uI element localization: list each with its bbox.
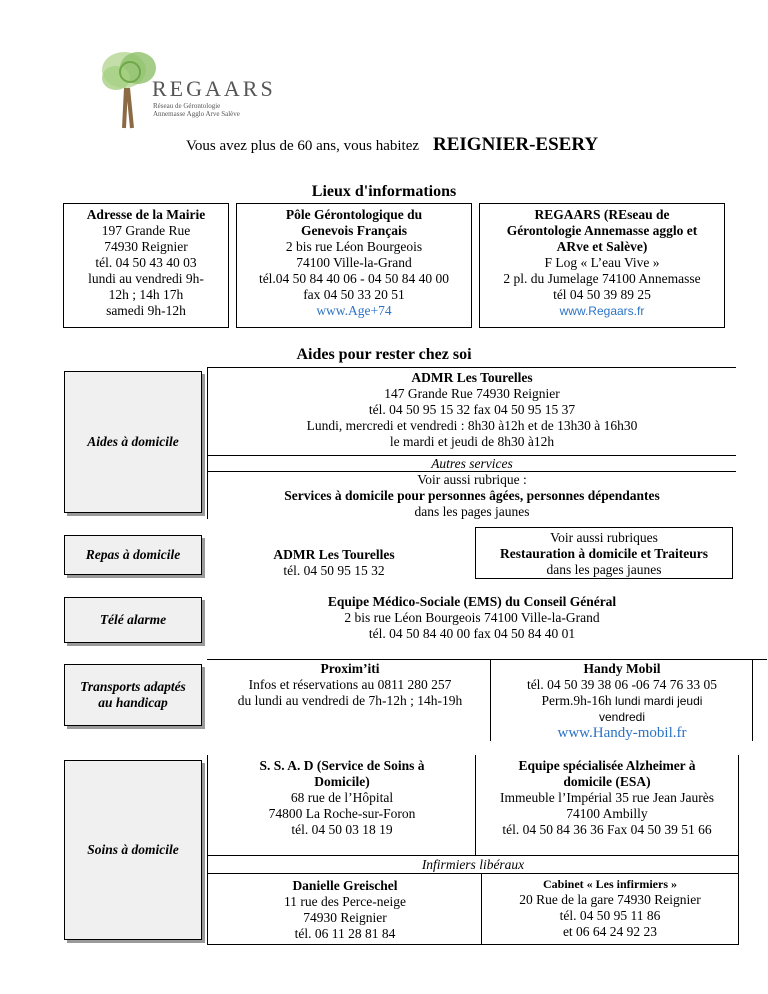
- mairie-line: 197 Grande Rue: [101, 223, 191, 238]
- aides-domicile-label: Aides à domicile: [64, 371, 202, 513]
- pole-line: 74100 Ville-la-Grand: [296, 255, 412, 270]
- aides-title: Aides pour rester chez soi: [296, 346, 472, 363]
- esa-info: [478, 758, 736, 838]
- autres-label: Autres services: [431, 456, 513, 471]
- ssad-line: 68 rue de l’Hôpital: [290, 790, 394, 805]
- transports-label-l2: au handicap: [98, 695, 168, 710]
- pole-title: Genevois Français: [300, 223, 408, 238]
- cabinet-info: [484, 876, 736, 940]
- infirmiers-title: [210, 857, 736, 873]
- pole-line: 2 bis rue Léon Bourgeois: [285, 239, 423, 254]
- esa-line: Immeuble l’Impérial 35 rue Jean Jaurès: [499, 790, 715, 805]
- admr-line: Lundi, mercredi et vendredi : 8h30 à12h et de 13h30 à 16h30: [306, 418, 638, 433]
- mairie-line: 74930 Reignier: [104, 239, 188, 254]
- handy-line: tél. 04 50 39 38 06 -06 74 76 33 05: [526, 677, 718, 692]
- regaars-title: Gérontologie Annemasse agglo et: [506, 223, 698, 238]
- soins-label: Soins à domicile: [64, 760, 202, 940]
- infirmiers-label: Infirmiers libéraux: [421, 857, 525, 872]
- pole-line: fax 04 50 33 20 51: [303, 287, 405, 302]
- regaars-logo: [96, 46, 276, 136]
- cabinet-line: 20 Rue de la gare 74930 Reignier: [519, 892, 701, 907]
- ssad-info: [212, 758, 472, 838]
- logo-name: REGAARS: [152, 76, 276, 101]
- mairie-line: lundi au vendredi 9h-: [88, 271, 204, 286]
- pole-title: Pôle Gérontologique du: [285, 207, 423, 222]
- handy-days2: vendredi: [598, 710, 646, 724]
- esa-title: Equipe spécialisée Alzheimer à: [518, 758, 696, 773]
- regaars-title: REGAARS (REseau de: [534, 207, 670, 222]
- greischel-name: Danielle Greischel: [292, 878, 398, 893]
- logo-sub2: Annemasse Agglo Arve Salève: [153, 110, 240, 118]
- admr-line: 147 Grande Rue 74930 Reignier: [384, 386, 560, 401]
- tele-alarme-label: Télé alarme: [64, 597, 202, 643]
- repas-admr-tel: tél. 04 50 95 15 32: [283, 563, 385, 578]
- ems-line: 2 bis rue Léon Bourgeois 74100 Ville-la-Grand: [344, 610, 600, 625]
- handy-info: [494, 661, 750, 741]
- handy-line: Perm.9h-16h: [541, 693, 612, 708]
- ems-line: tél. 04 50 84 40 00 fax 04 50 84 40 01: [368, 626, 576, 641]
- repas-label: Repas à domicile: [64, 535, 202, 575]
- handy-days: lundi mardi jeudi: [615, 694, 703, 708]
- transports-label: [64, 664, 202, 726]
- intro-text: Vous avez plus de 60 ans, vous habitez: [186, 138, 420, 154]
- lieux-title: Lieux d'informations: [311, 183, 457, 200]
- services-line: Services à domicile pour personnes âgées, personnes dépendantes: [284, 488, 660, 503]
- town-name: REIGNIER-ESERY: [433, 134, 599, 155]
- ems-info: [210, 594, 734, 642]
- proxim-line: Infos et réservations au 0811 280 257: [248, 677, 452, 692]
- ssad-line: 74800 La Roche-sur-Foron: [268, 806, 416, 821]
- transports-label-l1: Transports adaptés: [80, 679, 186, 694]
- mairie-title: Adresse de la Mairie: [86, 207, 206, 222]
- mairie-line: samedi 9h-12h: [106, 303, 186, 318]
- repas-voir-line: Voir aussi rubriques: [550, 530, 658, 545]
- pole-info: [238, 207, 470, 319]
- autres-services: [210, 456, 734, 472]
- intro-line: [186, 134, 598, 156]
- greischel-line: 11 rue des Perce-neige: [283, 894, 407, 909]
- repas-voir: [476, 530, 732, 578]
- proxim-line: du lundi au vendredi de 7h-12h ; 14h-19h: [237, 693, 463, 708]
- mairie-info: [66, 207, 226, 319]
- repas-pages: dans les pages jaunes: [546, 562, 662, 577]
- admr-line: tél. 04 50 95 15 32 fax 04 50 95 15 37: [368, 402, 576, 417]
- mairie-line: 12h ; 14h 17h: [108, 287, 184, 302]
- ssad-line: tél. 04 50 03 18 19: [291, 822, 393, 837]
- cabinet-line: tél. 04 50 95 11 86: [559, 908, 661, 923]
- mairie-line: tél. 04 50 43 40 03: [95, 255, 197, 270]
- proxim-name: Proxim’iti: [320, 661, 380, 676]
- repas-admr-name: ADMR Les Tourelles: [273, 547, 395, 562]
- regaars-line: tél 04 50 39 89 25: [553, 287, 651, 302]
- repas-admr: [226, 547, 442, 579]
- greischel-info: [212, 878, 478, 942]
- esa-line: 74100 Ambilly: [566, 806, 648, 821]
- age74-link[interactable]: www.Age+74: [316, 303, 392, 318]
- regaars-line: 2 pl. du Jumelage 74100 Annemasse: [503, 271, 701, 286]
- regaars-info: [481, 207, 723, 319]
- pages-line: dans les pages jaunes: [414, 504, 530, 519]
- repas-rubriques: Restauration à domicile et Traiteurs: [500, 546, 708, 561]
- regaars-link[interactable]: www.Regaars.fr: [559, 304, 645, 318]
- admr-info: [210, 370, 734, 450]
- esa-title: domicile (ESA): [563, 774, 651, 789]
- handy-link[interactable]: www.Handy-mobil.fr: [557, 725, 687, 741]
- voir-line: Voir aussi rubrique :: [417, 472, 527, 487]
- ssad-title: S. S. A. D (Service de Soins à: [259, 758, 425, 773]
- regaars-line: F Log « L’eau Vive »: [544, 255, 660, 270]
- regaars-title: ARve et Salève): [556, 239, 648, 254]
- ssad-title: Domicile): [314, 774, 370, 789]
- logo-sub1: Réseau de Gérontologie: [153, 102, 221, 110]
- admr-line: le mardi et jeudi de 8h30 à12h: [389, 434, 555, 449]
- autres-info: [210, 472, 734, 520]
- ems-name: Equipe Médico-Sociale (EMS) du Conseil Général: [327, 594, 617, 609]
- proxim-info: [212, 661, 488, 709]
- greischel-line: tél. 06 11 28 81 84: [294, 926, 396, 941]
- greischel-line: 74930 Reignier: [303, 910, 387, 925]
- cabinet-line: et 06 64 24 92 23: [562, 924, 658, 939]
- admr-name: ADMR Les Tourelles: [411, 370, 533, 385]
- pole-line: tél.04 50 84 40 06 - 04 50 84 40 00: [258, 271, 450, 286]
- handy-name: Handy Mobil: [583, 661, 661, 676]
- esa-line: tél. 04 50 84 36 36 Fax 04 50 39 51 66: [502, 822, 712, 837]
- cabinet-name: Cabinet « Les infirmiers »: [543, 877, 677, 891]
